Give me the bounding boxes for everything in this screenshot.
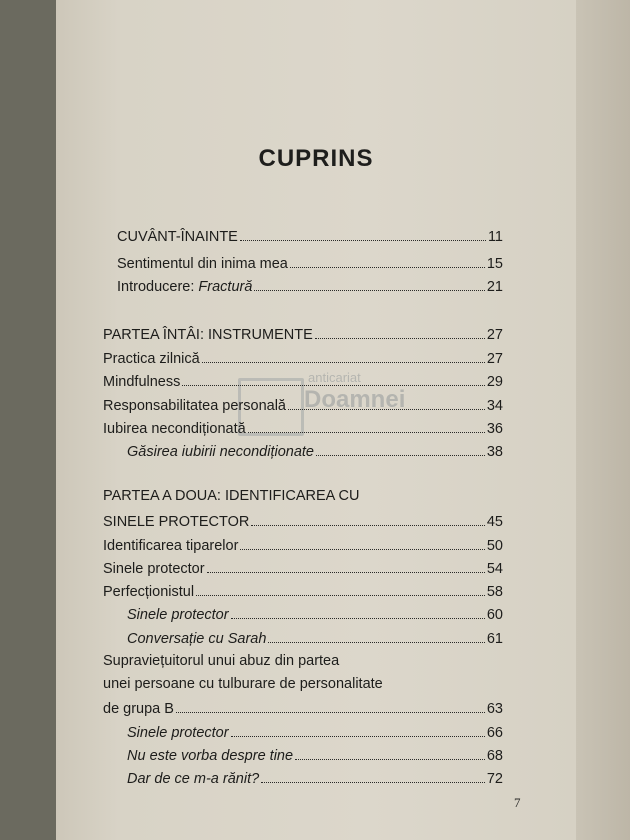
toc-entry-page: 36 (486, 421, 503, 437)
toc-entry (103, 696, 503, 718)
toc-entry-page: 45 (486, 514, 503, 530)
toc-leader-dots (251, 509, 484, 526)
toc-entry-text (117, 276, 252, 298)
watermark-small-text: anticariat (308, 370, 361, 385)
toc-entry-page: 66 (486, 725, 503, 741)
book-page (56, 0, 576, 840)
watermark-big-text: Doamnei (304, 386, 406, 413)
toc-entry-page: 27 (486, 351, 503, 367)
toc-entry (117, 251, 503, 273)
toc-entry-page: 15 (486, 256, 503, 272)
page-edge (576, 0, 630, 840)
toc-entry-page: 38 (486, 444, 503, 460)
toc-entry (127, 766, 503, 788)
toc-entry (103, 346, 503, 368)
toc-leader-dots (254, 274, 484, 291)
toc-leader-dots (182, 369, 484, 386)
toc-entry-text: Mindfulness (103, 374, 181, 390)
toc-entry-page: 11 (487, 229, 503, 245)
toc-entry-text: Dar de ce m-a rănit? (127, 771, 260, 787)
toc-entry-foreword (117, 224, 503, 246)
toc-leader-dots (207, 556, 485, 573)
toc-entry (127, 602, 503, 624)
toc-entry-text: Sinele protector (127, 725, 229, 741)
toc-entry (127, 743, 503, 765)
toc-entry-prefix: Introducere: (117, 279, 199, 295)
toc-entry (127, 720, 503, 742)
toc-entry (117, 274, 503, 296)
toc-leader-dots (268, 626, 484, 643)
toc-entry (103, 393, 503, 415)
toc-entry-page: 58 (486, 584, 503, 600)
toc-entry-page: 54 (486, 561, 503, 577)
toc-entry-page: 21 (486, 279, 503, 295)
toc-entry-page: 61 (486, 631, 503, 647)
toc-entry-line: unei persoane cu tulburare de personalitate (103, 676, 383, 692)
toc-entry-text: de grupa B (103, 701, 174, 717)
toc-entry-page: 29 (486, 374, 503, 390)
toc-leader-dots (240, 224, 486, 241)
toc-entry-text: Iubirea necondiționată (103, 421, 246, 437)
toc-entry-text: Conversație cu Sarah (127, 631, 267, 647)
toc-entry-text: CUVÂNT-ÎNAINTE (117, 229, 238, 245)
toc-leader-dots (290, 251, 485, 268)
toc-leader-dots (261, 766, 485, 783)
toc-leader-dots (288, 393, 485, 410)
toc-entry (103, 416, 503, 438)
toc-entry-text: SINELE PROTECTOR (103, 514, 250, 530)
toc-entry (127, 626, 503, 648)
toc-entry-text: Sinele protector (127, 607, 229, 623)
page-number: 7 (514, 795, 521, 810)
toc-entry-part-one (103, 322, 503, 344)
toc-leader-dots (315, 322, 485, 339)
toc-entry-page: 34 (486, 398, 503, 414)
toc-leader-dots (295, 743, 485, 760)
toc-entry-page: 60 (486, 607, 503, 623)
toc-entry-text: Nu este vorba despre tine (127, 748, 294, 764)
toc-leader-dots (231, 720, 485, 737)
toc-leader-dots (248, 416, 485, 433)
toc-entry-text: Sinele protector (103, 561, 205, 577)
toc-entry (103, 579, 503, 601)
toc-entry-page: 27 (486, 327, 503, 343)
toc-entry-text: Identificarea tiparelor (103, 538, 239, 554)
toc-entry-italic: Fractură (198, 279, 253, 295)
toc-entry-page: 63 (486, 701, 503, 717)
toc-entry (103, 509, 503, 531)
toc-entry-text: Responsabilitatea personală (103, 398, 286, 414)
toc-entry (103, 556, 503, 578)
toc-leader-dots (316, 439, 485, 456)
toc-leader-dots (240, 533, 484, 550)
toc-entry-page: 68 (486, 748, 503, 764)
table-of-contents (56, 0, 576, 840)
page-title: CUPRINS (258, 145, 374, 172)
toc-entry-line: Supraviețuitorul unui abuz din partea (103, 653, 340, 669)
toc-leader-dots (196, 579, 485, 596)
toc-leader-dots (202, 346, 485, 363)
toc-entry-page: 72 (486, 771, 503, 787)
toc-entry-text: Găsirea iubirii necondiționate (127, 444, 314, 460)
toc-entry (127, 439, 503, 461)
toc-entry-text: Perfecționistul (103, 584, 195, 600)
toc-entry-text: PARTEA ÎNTÂI: INSTRUMENTE (103, 327, 313, 343)
toc-leader-dots (176, 696, 485, 713)
toc-entry (103, 369, 503, 391)
toc-entry-text: Sentimentul din inima mea (117, 256, 288, 272)
toc-entry-text: Practica zilnică (103, 351, 200, 367)
toc-part-two-heading: PARTEA A DOUA: IDENTIFICAREA CU (103, 488, 360, 504)
toc-entry-page: 50 (486, 538, 503, 554)
toc-entry (103, 533, 503, 555)
toc-leader-dots (231, 602, 485, 619)
